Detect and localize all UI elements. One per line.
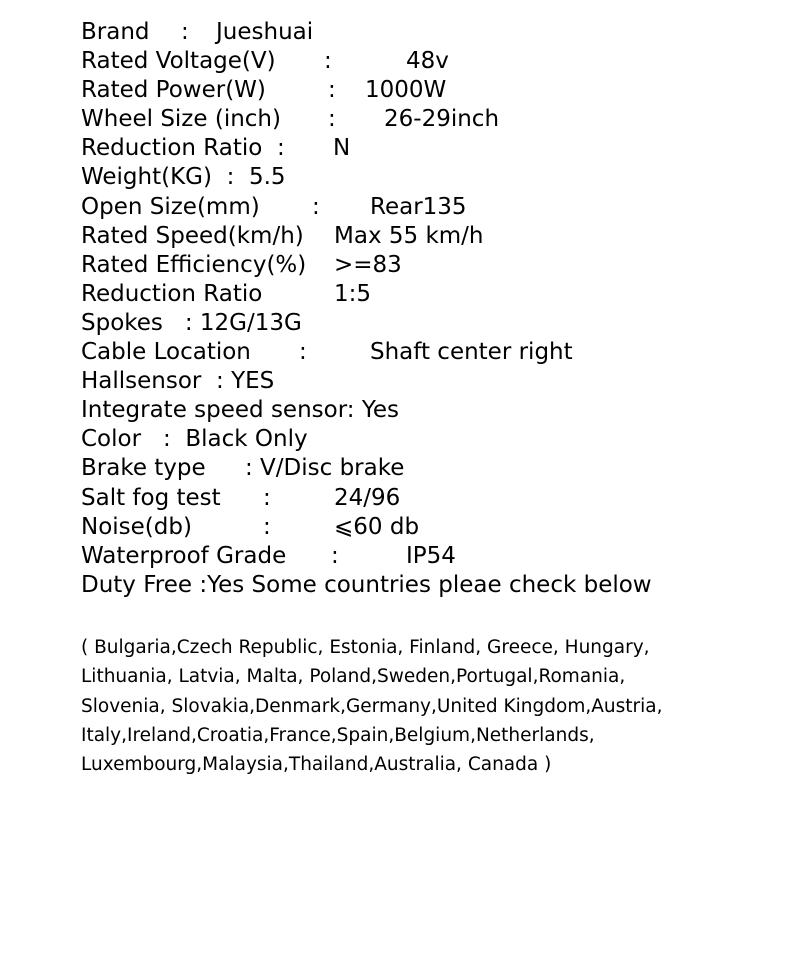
spec-list xyxy=(81,18,781,600)
spec-label: Noise(db) xyxy=(81,513,192,540)
spec-value: Shaft center right xyxy=(370,339,573,366)
country-list-line: Italy,Ireland,Croatia,France,Spain,Belgium,Netherlands, xyxy=(81,724,595,746)
spec-value: 1000W xyxy=(365,77,447,104)
spec-line-noise xyxy=(81,513,781,542)
spec-label: Salt fog test xyxy=(81,484,221,511)
country-list-line: ( Bulgaria,Czech Republic, Estonia, Finland, Greece, Hungary, xyxy=(81,637,650,658)
spec-line-speed-sensor xyxy=(81,396,781,425)
spec-separator: : xyxy=(328,106,336,133)
spec-value: N xyxy=(333,135,351,162)
spec-label: Wheel Size (inch) xyxy=(81,106,281,133)
spec-text: Integrate speed sensor: Yes xyxy=(81,397,399,424)
spec-label: Reduction Ratio xyxy=(81,280,263,307)
spec-label: Rated Voltage(V) xyxy=(81,48,276,75)
spec-line-spokes xyxy=(81,309,781,338)
country-list-line: Luxembourg,Malaysia,Thailand,Australia, Canada ) xyxy=(81,754,552,776)
spec-line-brand xyxy=(81,18,781,47)
spec-text: Hallsensor : YES xyxy=(81,368,275,395)
spec-line-salt-fog-test xyxy=(81,484,781,513)
spec-value: Jueshuai xyxy=(216,19,314,45)
spec-separator: : xyxy=(299,339,307,366)
spec-line-rated-voltage xyxy=(81,47,781,76)
spec-value: 1:5 xyxy=(334,280,372,307)
spec-label: Cable Location xyxy=(81,339,251,366)
spec-line-rated-speed xyxy=(81,222,781,251)
spec-label: Open Size(mm) xyxy=(81,193,260,220)
spec-line-wheel-size xyxy=(81,105,781,134)
spec-separator: : xyxy=(324,48,332,75)
spec-label: Waterproof Grade xyxy=(81,542,287,569)
spec-line-rated-efficiency xyxy=(81,251,781,280)
spec-text: Spokes : 12G/13G xyxy=(81,309,302,336)
spec-line-cable-location xyxy=(81,338,781,367)
spec-label: Brake type xyxy=(81,455,206,482)
spec-label: Rated Power(W) xyxy=(81,77,266,104)
country-list-line: Lithuania, Latvia, Malta, Poland,Sweden,Portugal,Romania, xyxy=(81,666,626,688)
spec-line-reduction-ratio-value xyxy=(81,280,781,309)
spec-value: ⩽60 db xyxy=(334,513,420,540)
spec-value: 24/96 xyxy=(334,484,401,511)
spec-separator: : xyxy=(181,19,189,45)
spec-label: Reduction Ratio : xyxy=(81,135,285,162)
spec-label: Rated Speed(km/h) xyxy=(81,222,304,249)
spec-text: Weight(KG) : 5.5 xyxy=(81,164,286,191)
spec-value: 26-29inch xyxy=(384,106,500,133)
spec-value: : V/Disc brake xyxy=(245,455,405,482)
spec-line-color xyxy=(81,425,781,454)
spec-separator: : xyxy=(331,542,339,569)
country-list xyxy=(81,633,771,779)
spec-line-hallsensor xyxy=(81,367,781,396)
spec-text: Color : Black Only xyxy=(81,426,308,453)
spec-line-weight xyxy=(81,163,781,192)
spec-line-open-size xyxy=(81,193,781,222)
spec-label: Brand xyxy=(81,19,150,45)
spec-line-duty-free xyxy=(81,571,781,600)
spec-line-brake-type xyxy=(81,454,781,483)
spec-separator: : xyxy=(263,513,271,540)
spec-line-reduction-ratio xyxy=(81,134,781,163)
spec-label: Rated Efficiency(%) xyxy=(81,251,307,278)
spec-separator: : xyxy=(312,193,320,220)
spec-separator: : xyxy=(263,484,271,511)
spec-value: 48v xyxy=(406,48,449,75)
spec-value: >=83 xyxy=(334,251,402,278)
spec-text: Duty Free :Yes Some countries pleae check below xyxy=(81,571,652,598)
spec-separator: : xyxy=(328,77,336,104)
spec-value: IP54 xyxy=(406,542,456,569)
spec-value: Rear135 xyxy=(370,193,467,220)
spec-line-waterproof-grade xyxy=(81,542,781,571)
spec-line-rated-power xyxy=(81,76,781,105)
spec-value: Max 55 km/h xyxy=(334,222,484,249)
country-list-line: Slovenia, Slovakia,Denmark,Germany,United Kingdom,Austria, xyxy=(81,695,663,717)
